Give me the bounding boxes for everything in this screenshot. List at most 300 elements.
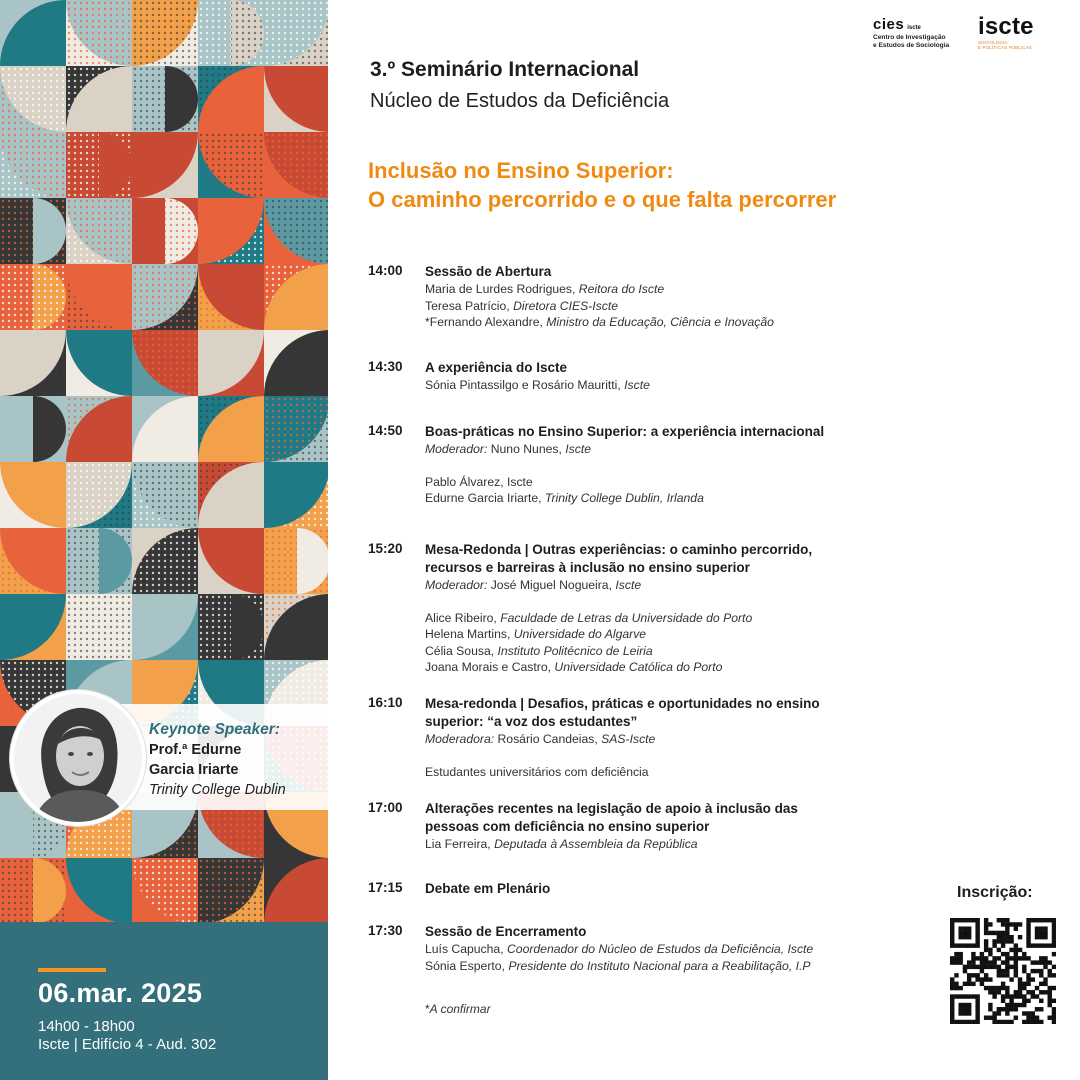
cies-logo-word: cies: [873, 16, 905, 33]
qr-module: [988, 960, 992, 964]
qr-module: [1035, 1007, 1039, 1011]
qr-module: [954, 943, 958, 947]
qr-module: [967, 935, 971, 939]
qr-module: [975, 1003, 979, 1007]
qr-module: [1035, 918, 1039, 922]
qr-module: [958, 960, 962, 964]
qr-module: [1014, 922, 1018, 926]
qr-module: [1001, 960, 1005, 964]
iscte-logo-line: SOCIOLOGIA: [978, 40, 1008, 45]
qr-module: [1031, 1011, 1035, 1015]
qr-module: [954, 1020, 958, 1024]
qr-module: [1039, 999, 1043, 1003]
qr-module: [1039, 918, 1043, 922]
qr-module: [1022, 965, 1026, 969]
qr-module: [1048, 986, 1052, 990]
qr-module: [1048, 943, 1052, 947]
program-time: 17:15: [368, 880, 403, 895]
qr-module: [1043, 926, 1047, 930]
qr-module: [1052, 952, 1056, 956]
qr-module: [1026, 1016, 1030, 1020]
qr-module: [971, 973, 975, 977]
qr-module: [1035, 986, 1039, 990]
event-time: 14h00 - 18h00: [38, 1018, 135, 1035]
qr-module: [997, 1020, 1001, 1024]
qr-module: [1001, 969, 1005, 973]
qr-module: [950, 960, 954, 964]
qr-module: [980, 965, 984, 969]
qr-module: [984, 931, 988, 935]
qr-module: [1005, 935, 1009, 939]
qr-module: [992, 965, 996, 969]
qr-module: [997, 969, 1001, 973]
event-place: Iscte | Edifício 4 - Aud. 302: [38, 1036, 217, 1053]
qr-module: [992, 994, 996, 998]
qr-module: [950, 926, 954, 930]
qr-module: [950, 982, 954, 986]
qr-module: [1052, 939, 1056, 943]
qr-module: [1014, 990, 1018, 994]
program-title: Mesa-redonda | Desafios, práticas e oportunidades no ensino: [425, 696, 820, 711]
qr-module: [1005, 1011, 1009, 1015]
qr-module: [967, 931, 971, 935]
keynote-card: [10, 690, 355, 826]
qr-module: [1009, 999, 1013, 1003]
qr-module: [1018, 990, 1022, 994]
qr-module: [1026, 977, 1030, 981]
qr-module: [975, 1016, 979, 1020]
qr-module: [954, 952, 958, 956]
qr-module: [954, 960, 958, 964]
qr-module: [1052, 965, 1056, 969]
qr-module: [1009, 939, 1013, 943]
qr-module: [1022, 969, 1026, 973]
qr-module: [1026, 982, 1030, 986]
qr-module: [958, 943, 962, 947]
qr-module: [1043, 982, 1047, 986]
qr-module: [1031, 960, 1035, 964]
keynote-label: Keynote Speaker:: [149, 721, 280, 738]
qr-module: [963, 935, 967, 939]
qr-module: [1014, 973, 1018, 977]
qr-module: [1026, 931, 1030, 935]
qr-module: [1005, 918, 1009, 922]
program-time: 17:30: [368, 923, 403, 938]
qr-module: [1039, 1007, 1043, 1011]
qr-module: [975, 943, 979, 947]
moderator-line: Moderador: Nuno Nunes, Iscte: [425, 442, 591, 456]
qr-module: [1005, 939, 1009, 943]
speaker-line: Estudantes universitários com deficiência: [425, 764, 649, 779]
qr-module: [1014, 1007, 1018, 1011]
qr-module: [1048, 999, 1052, 1003]
qr-module: [1048, 994, 1052, 998]
qr-module: [1009, 935, 1013, 939]
qr-module: [1052, 1011, 1056, 1015]
qr-module: [1005, 1020, 1009, 1024]
qr-module: [992, 960, 996, 964]
qr-module: [967, 1007, 971, 1011]
qr-module: [988, 1007, 992, 1011]
qr-module: [988, 948, 992, 952]
qr-module: [980, 956, 984, 960]
qr-module: [975, 931, 979, 935]
qr-module: [967, 982, 971, 986]
qr-module: [1022, 1003, 1026, 1007]
qr-module: [1022, 982, 1026, 986]
qr-module: [975, 939, 979, 943]
qr-module: [1039, 943, 1043, 947]
qr-module: [997, 948, 1001, 952]
qr-module: [988, 986, 992, 990]
qr-module: [1018, 986, 1022, 990]
qr-module: [1026, 956, 1030, 960]
qr-module: [1052, 1020, 1056, 1024]
qr-module: [1005, 973, 1009, 977]
qr-module: [1001, 931, 1005, 935]
speaker-line: Sónia Esperto, Presidente do Instituto Nacional para a Reabilitação, I.P: [425, 958, 811, 973]
qr-module: [1039, 926, 1043, 930]
program-time: 15:20: [368, 541, 403, 556]
qr-module: [1035, 1016, 1039, 1020]
qr-module: [984, 977, 988, 981]
program-time: 14:00: [368, 263, 403, 278]
speaker-line: Maria de Lurdes Rodrigues, Reitora do Iscte: [425, 282, 665, 296]
iscte-logo: [978, 14, 1068, 56]
qr-module: [1018, 977, 1022, 981]
qr-module: [1031, 977, 1035, 981]
qr-module: [1001, 973, 1005, 977]
qr-module: [1014, 948, 1018, 952]
qr-module: [1001, 935, 1005, 939]
qr-module: [997, 918, 1001, 922]
qr-module: [1048, 960, 1052, 964]
qr-module: [997, 935, 1001, 939]
speaker-line: Teresa Patrício, Diretora CIES-Iscte: [425, 298, 619, 313]
qr-module: [1014, 994, 1018, 998]
qr-module: [1018, 956, 1022, 960]
qr-module: [1009, 922, 1013, 926]
qr-module: [1031, 918, 1035, 922]
person-portrait-icon: [14, 694, 142, 822]
qr-module: [1035, 931, 1039, 935]
qr-module: [984, 948, 988, 952]
qr-module: [1005, 960, 1009, 964]
program-title: pessoas com deficiência no ensino superior: [425, 819, 710, 834]
qr-module: [1052, 918, 1056, 922]
speaker-line: Joana Morais e Castro, Universidade Católica do Porto: [425, 660, 723, 674]
qr-module: [992, 939, 996, 943]
qr-module: [1026, 1020, 1030, 1024]
qr-module: [950, 1003, 954, 1007]
qr-module: [971, 1020, 975, 1024]
qr-module: [963, 926, 967, 930]
qr-module: [988, 1016, 992, 1020]
qr-module: [1014, 1016, 1018, 1020]
iscte-logo-word: iscte: [978, 13, 1034, 40]
qr-module: [975, 1007, 979, 1011]
qr-module: [967, 926, 971, 930]
qr-module: [950, 1016, 954, 1020]
qr-module: [1009, 994, 1013, 998]
qr-module: [950, 956, 954, 960]
qr-module: [1005, 952, 1009, 956]
qr-module: [1022, 1020, 1026, 1024]
qr-module: [1014, 1003, 1018, 1007]
qr-module: [1039, 982, 1043, 986]
qr-module: [1048, 973, 1052, 977]
qr-module: [1052, 1016, 1056, 1020]
qr-module: [992, 986, 996, 990]
qr-module: [975, 1011, 979, 1015]
qr-module: [1001, 1020, 1005, 1024]
qr-module: [984, 1016, 988, 1020]
seminar-title: 3.º Seminário Internacional: [370, 58, 640, 81]
qr-module: [1035, 1020, 1039, 1024]
qr-module: [1052, 926, 1056, 930]
qr-module: [1005, 926, 1009, 930]
qr-module: [1043, 943, 1047, 947]
qr-module: [1043, 931, 1047, 935]
qr-module: [975, 973, 979, 977]
qr-module: [1026, 922, 1030, 926]
qr-module: [1052, 1007, 1056, 1011]
program-title: Alterações recentes na legislação de apoio à inclusão das: [425, 801, 798, 816]
qr-module: [958, 1003, 962, 1007]
keynote-affiliation: Trinity College Dublin: [149, 782, 286, 798]
qr-module: [1035, 994, 1039, 998]
qr-module: [997, 956, 1001, 960]
program-time: 14:30: [368, 359, 403, 374]
qr-module: [950, 1007, 954, 1011]
qr-module: [984, 922, 988, 926]
qr-module: [1035, 969, 1039, 973]
qr-module: [1009, 1003, 1013, 1007]
qr-module: [1026, 935, 1030, 939]
qr-module: [1031, 969, 1035, 973]
qr-module: [950, 986, 954, 990]
qr-module: [1009, 956, 1013, 960]
qr-module: [1014, 969, 1018, 973]
qr-module: [963, 918, 967, 922]
qr-module: [971, 956, 975, 960]
qr-module: [988, 1003, 992, 1007]
qr-module: [950, 935, 954, 939]
seminar-theme: [368, 156, 836, 214]
qr-module: [963, 994, 967, 998]
qr-module: [1009, 977, 1013, 981]
speaker-line: Sónia Pintassilgo e Rosário Mauritti, Iscte: [425, 378, 650, 392]
speaker-line: Alice Ribeiro, Faculdade de Letras da Universidade do Porto: [425, 610, 753, 625]
seminar-subtitle: Núcleo de Estudos da Deficiência: [370, 90, 670, 112]
qr-module: [1009, 965, 1013, 969]
qr-module: [1035, 935, 1039, 939]
iscte-logo-line: E POLÍTICAS PÚBLICAS: [978, 45, 1033, 50]
qr-module: [1052, 922, 1056, 926]
qr-module: [1022, 999, 1026, 1003]
qr-module: [984, 973, 988, 977]
qr-module: [975, 935, 979, 939]
qr-module: [997, 931, 1001, 935]
qr-module: [984, 986, 988, 990]
program-title: recursos e barreiras à inclusão no ensino superior: [425, 560, 750, 575]
qr-module: [992, 1020, 996, 1024]
qr-module: [1048, 990, 1052, 994]
qr-module: [950, 994, 954, 998]
qr-module: [992, 990, 996, 994]
qr-module: [984, 918, 988, 922]
qr-module: [958, 1011, 962, 1015]
qr-module: [1031, 990, 1035, 994]
qr-module: [1031, 994, 1035, 998]
qr-module: [1005, 965, 1009, 969]
qr-module: [1052, 931, 1056, 935]
qr-module: [1052, 935, 1056, 939]
qr-module: [1026, 943, 1030, 947]
qr-module: [967, 977, 971, 981]
theme-line: O caminho percorrido e o que falta percorrer: [368, 187, 837, 212]
qr-module: [975, 965, 979, 969]
qr-module: [1043, 918, 1047, 922]
qr-module: [1001, 939, 1005, 943]
qr-module: [1001, 1007, 1005, 1011]
moderator-line: Moderadora: Rosário Candeias, SAS-Iscte: [425, 732, 656, 746]
qr-module: [967, 965, 971, 969]
qr-module: [1026, 918, 1030, 922]
qr-module: [984, 926, 988, 930]
qr-module: [1026, 939, 1030, 943]
qr-module: [992, 1011, 996, 1015]
qr-module: [958, 986, 962, 990]
program-title: A experiência do Iscte: [425, 360, 568, 375]
program-title: superior: “a voz dos estudantes”: [425, 714, 638, 729]
qr-module: [1014, 965, 1018, 969]
qr-module: [1005, 990, 1009, 994]
qr-module: [1031, 1020, 1035, 1024]
speaker-line: Luís Capucha, Coordenador do Núcleo de Estudos da Deficiência, Iscte: [425, 942, 814, 956]
qr-module: [1001, 999, 1005, 1003]
qr-module: [1026, 973, 1030, 977]
qr-module: [975, 999, 979, 1003]
qr-module: [1048, 918, 1052, 922]
qr-module: [1018, 935, 1022, 939]
qr-module: [984, 943, 988, 947]
qr-module: [967, 1003, 971, 1007]
qr-module: [1039, 935, 1043, 939]
qr-module: [1005, 986, 1009, 990]
qr-module: [950, 931, 954, 935]
qr-module: [1018, 994, 1022, 998]
qr-module: [1048, 1003, 1052, 1007]
qr-module: [988, 977, 992, 981]
qr-module: [1001, 952, 1005, 956]
event-date: 06.mar. 2025: [38, 978, 203, 1008]
qr-module: [980, 969, 984, 973]
qr-module: [1014, 952, 1018, 956]
program-title: Sessão de Encerramento: [425, 924, 587, 939]
qr-module: [980, 960, 984, 964]
qr-module: [975, 922, 979, 926]
qr-module: [980, 977, 984, 981]
qr-module: [980, 952, 984, 956]
qr-module: [1001, 922, 1005, 926]
qr-module: [963, 1011, 967, 1015]
qr-module: [1039, 990, 1043, 994]
qr-module: [950, 918, 954, 922]
cies-logo-sub: iscte: [907, 25, 921, 31]
speaker-line: Lia Ferreira, Deputada à Assembleia da República: [425, 837, 698, 851]
qr-module: [1022, 986, 1026, 990]
qr-module: [954, 956, 958, 960]
qr-module: [958, 994, 962, 998]
cies-logo: [873, 16, 973, 56]
speaker-line: Pablo Álvarez, Iscte: [425, 474, 533, 489]
qr-module: [1031, 1016, 1035, 1020]
program-time: 17:00: [368, 800, 403, 815]
program-title: Sessão de Abertura: [425, 264, 552, 279]
qr-module: [975, 918, 979, 922]
qr-module: [971, 918, 975, 922]
qr-module: [1014, 956, 1018, 960]
qr-module: [958, 956, 962, 960]
qr-module: [1001, 994, 1005, 998]
qr-module: [1018, 948, 1022, 952]
accent-bar: [38, 968, 106, 972]
qr-module: [967, 1020, 971, 1024]
qr-module: [1043, 990, 1047, 994]
qr-module: [958, 926, 962, 930]
qr-module: [958, 952, 962, 956]
speaker-line: Helena Martins, Universidade do Algarve: [425, 627, 647, 641]
qr-module: [988, 990, 992, 994]
keynote-speaker-photo: [10, 690, 146, 826]
qr-module: [1018, 1003, 1022, 1007]
qr-module: [1026, 990, 1030, 994]
theme-line: Inclusão no Ensino Superior:: [368, 158, 674, 183]
qr-module: [992, 931, 996, 935]
footnote: *A confirmar: [425, 1002, 491, 1016]
qr-module: [1009, 1007, 1013, 1011]
qr-code-icon[interactable]: [950, 918, 1056, 1024]
qr-module: [984, 960, 988, 964]
qr-module: [1043, 956, 1047, 960]
qr-module: [1009, 948, 1013, 952]
qr-module: [971, 952, 975, 956]
qr-module: [988, 922, 992, 926]
qr-code-graphic: [950, 918, 1056, 1024]
qr-module: [967, 994, 971, 998]
qr-module: [963, 965, 967, 969]
keynote-name-line2: Garcia Iriarte: [149, 762, 239, 778]
qr-module: [958, 1020, 962, 1024]
qr-module: [988, 965, 992, 969]
moderator-line: Moderador: José Miguel Nogueira, Iscte: [425, 578, 642, 592]
qr-module: [1022, 994, 1026, 998]
qr-module: [988, 952, 992, 956]
qr-module: [950, 939, 954, 943]
qr-module: [997, 990, 1001, 994]
cies-logo-line: e Estudos de Sociologia: [873, 42, 950, 49]
qr-module: [997, 973, 1001, 977]
qr-module: [963, 982, 967, 986]
speaker-line: Célia Sousa, Instituto Politécnico de Leiria: [425, 643, 653, 658]
qr-module: [971, 960, 975, 964]
qr-module: [1048, 1016, 1052, 1020]
qr-module: [975, 956, 979, 960]
qr-module: [1014, 943, 1018, 947]
speaker-line: *Fernando Alexandre, Ministro da Educação, Ciência e Inovação: [425, 315, 774, 329]
qr-module: [1035, 960, 1039, 964]
